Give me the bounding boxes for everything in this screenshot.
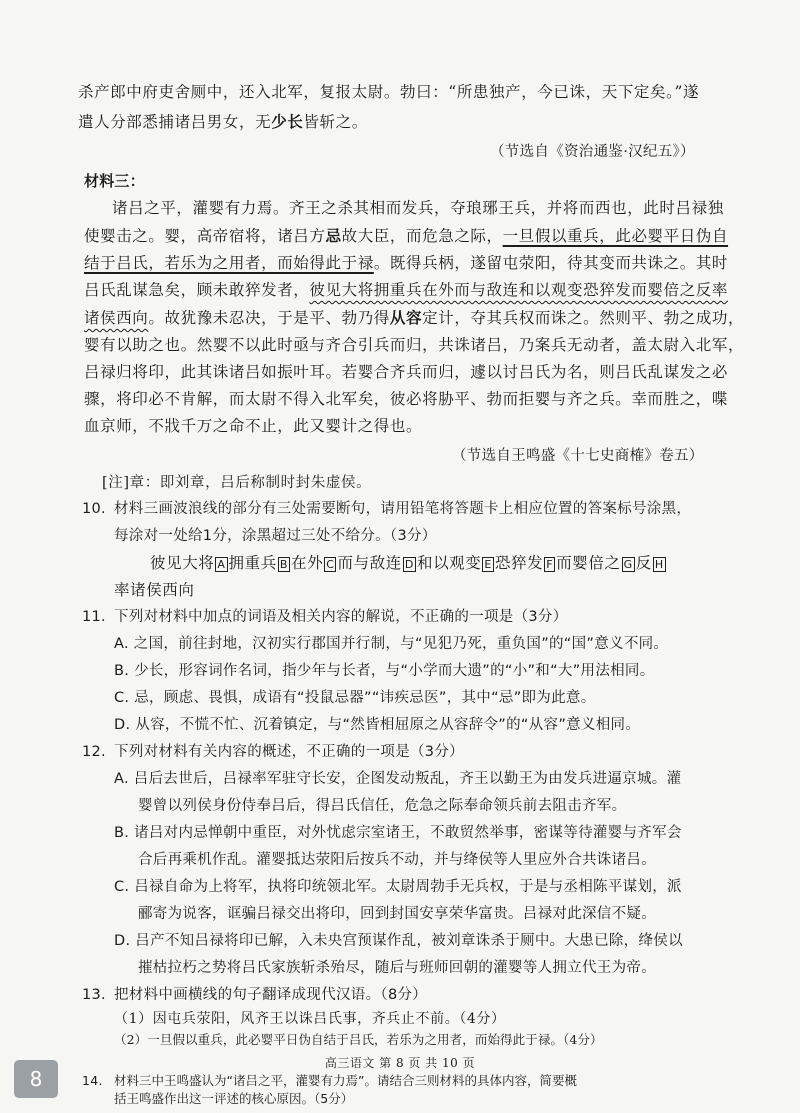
q14-stem-1: 材料三中王鸣盛认为“诸吕之平，灌婴有力焉”。请结合三则材料的具体内容，简要概 [114, 1073, 577, 1088]
q11-option-c[interactable]: C. 忌，顾虑、畏惧，成语有“投鼠忌器”“讳疾忌医”，其中“忌”即为此意。 [114, 690, 596, 706]
q12-option-c-2: 郦寄为说客，诓骗吕禄交出将印，回到封国安享荣华富贵。吕禄对此深信不疑。 [138, 906, 656, 922]
q14-number: 14. [82, 1073, 103, 1088]
page-number-badge: 8 [14, 1060, 58, 1098]
q13-number: 13. [82, 987, 106, 1003]
break-option-a[interactable]: A [217, 557, 226, 571]
m2-line-1: 杀产郎中府吏舍厕中，还入北军，复报太尉。勃曰：“所患独产，今已诛，天下定矣。”遂 [78, 83, 700, 101]
m3-line-8: 骤，将印必不肯解，而太尉不得入北军矣，彼必将胁平、勃而拒婴与齐之兵。幸而胜之，喋 [84, 390, 729, 408]
q12-option-b-2: 合后再乘机作乱。灌婴抵达荥阳后按兵不动，并与绛侯等人里应外合共诛诸吕。 [138, 852, 656, 868]
q12-number: 12. [82, 744, 106, 760]
m3-source: （节选自王鸣盛《十七史商榷》卷五） [452, 448, 704, 464]
q14-stem-2: 括王鸣盛作出这一评述的核心原因。（5分） [114, 1091, 354, 1106]
q10-stem-1: 材料三画波浪线的部分有三处需要断句，请用铅笔将答题卡上相应位置的答案标号涂黑， [114, 501, 692, 517]
break-option-h[interactable]: H [654, 557, 664, 571]
break-option-c[interactable]: C [326, 557, 335, 571]
m3-line-3: 结于吕氏，若乐为之用者，而始得此于禄。既得兵柄，遂留屯荥阳，待其变而共诛之。其时 [84, 254, 729, 272]
m3-line-5: 诸侯西向。故犹豫未忍决，于是平、勃乃得从容定计，夺其兵权而诛之。然则平、勃之成功， [84, 308, 745, 327]
q12-option-d-2: 摧枯拉朽之势将吕氏家族斩杀殆尽，随后与班师回朝的灌婴等人拥立代王为帝。 [138, 960, 656, 976]
m2-source: （节选自《资治通鉴·汉纪五》） [490, 144, 695, 160]
q12-option-a-1[interactable]: A. 吕后去世后，吕禄率军驻守长安，企图发动叛乱，齐王以勤王为由发兵进逼京城。灌 [114, 771, 682, 787]
q10-options-line: 彼见大将 A 拥重兵 B 在外 C 而与敌连 D 和以观变 E 恐猝发 F 而婴倍之 G 反 H [150, 554, 664, 572]
m3-line-9: 血京师，不戕千万之命不止，此又婴计之得也。 [84, 417, 423, 435]
break-option-g[interactable]: G [623, 557, 633, 571]
m3-line-7: 吕禄归将印，此其诛诸吕如振叶耳。若婴合齐兵而归，遽以讨吕氏为名，则吕氏乱谋发之必 [84, 363, 729, 381]
q11-option-d[interactable]: D. 从容，不慌不忙、沉着镇定，与“然皆相屈原之从容辞令”的“从容”意义相同。 [114, 717, 641, 733]
break-option-d[interactable]: D [404, 557, 414, 571]
q12-option-c-1[interactable]: C. 吕禄自命为上将军，执将印统领北军。太尉周勃手无兵权，于是与丞相陈平谋划，派 [114, 879, 682, 895]
m2-line-2: 遣人分部悉捕诸吕男女，无少长皆斩之。 [78, 112, 368, 131]
m3-line-6: 婴有以助之也。然婴不以此时亟与齐合引兵而归，共诛诸吕，乃案兵无动者，盖太尉入北军， [84, 336, 745, 354]
q12-stem: 下列对材料有关内容的概述，不正确的一项是（3分） [114, 744, 464, 760]
break-option-e[interactable]: E [484, 557, 492, 571]
break-option-b[interactable]: B [279, 557, 288, 571]
page-footer: 高三语文 第 8 页 共 10 页 [230, 1054, 570, 1071]
q12-option-d-1[interactable]: D. 吕产不知吕禄将印已解，入未央宫预谋作乱，被刘章诛杀于厕中。大患已除，绛侯以 [114, 933, 683, 949]
q13-sentence-1: （1）因屯兵荥阳，风齐王以诛吕氏事，齐兵止不前。（4分） [114, 1011, 506, 1027]
q13-stem: 把材料中画横线的句子翻译成现代汉语。（8分） [114, 987, 428, 1003]
q13-sentence-2: （2）一旦假以重兵，此必婴平日伪自结于吕氏，若乐为之用者，而始得此于禄。（4分） [114, 1032, 603, 1047]
q12-option-b-1[interactable]: B. 诸吕对内忌惮朝中重臣，对外忧虑宗室诸王，不敢贸然举事，密谋等待灌婴与齐军会 [114, 825, 682, 841]
q11-number: 11. [82, 609, 106, 625]
q10-tail: 率诸侯西向 [114, 581, 195, 599]
m3-heading: 材料三： [84, 172, 145, 190]
m3-note: [注]章：即刘章，吕后称制时封朱虚侯。 [102, 475, 372, 491]
q12-option-a-2: 婴曾以列侯身份侍奉吕后，得吕氏信任，危急之际奉命领兵前去阻击齐军。 [138, 798, 627, 814]
m3-line-1: 诸吕之平，灌婴有力焉。齐王之杀其相而发兵，夺琅琊王兵，并将而西也，此时吕禄独 [112, 199, 724, 217]
q10-number: 10. [82, 501, 106, 517]
q11-stem: 下列对材料中加点的词语及相关内容的解说，不正确的一项是（3分） [114, 609, 568, 625]
m3-line-4: 吕氏乱谋急矣，顾未敢猝发者，彼见大将拥重兵在外而与敌连和以观变恐猝发而婴倍之反率 [84, 281, 729, 299]
break-option-f[interactable]: F [546, 557, 554, 571]
q11-option-a[interactable]: A. 之国，前往封地，汉初实行郡国并行制，与“见犯乃死，重负国”的“国”意义不同。 [114, 636, 669, 652]
q11-option-b[interactable]: B. 少长，形容词作名词，指少年与长者，与“小学而大遗”的“小”和“大”用法相同。 [114, 663, 655, 679]
m3-line-2: 使婴击之。婴，高帝宿将，诸吕方忌故大臣，而危急之际，一旦假以重兵，此必婴平日伪自 [84, 226, 729, 245]
q10-stem-2: 每涂对一处给1分，涂黑超过三处不给分。（3分） [114, 528, 437, 544]
